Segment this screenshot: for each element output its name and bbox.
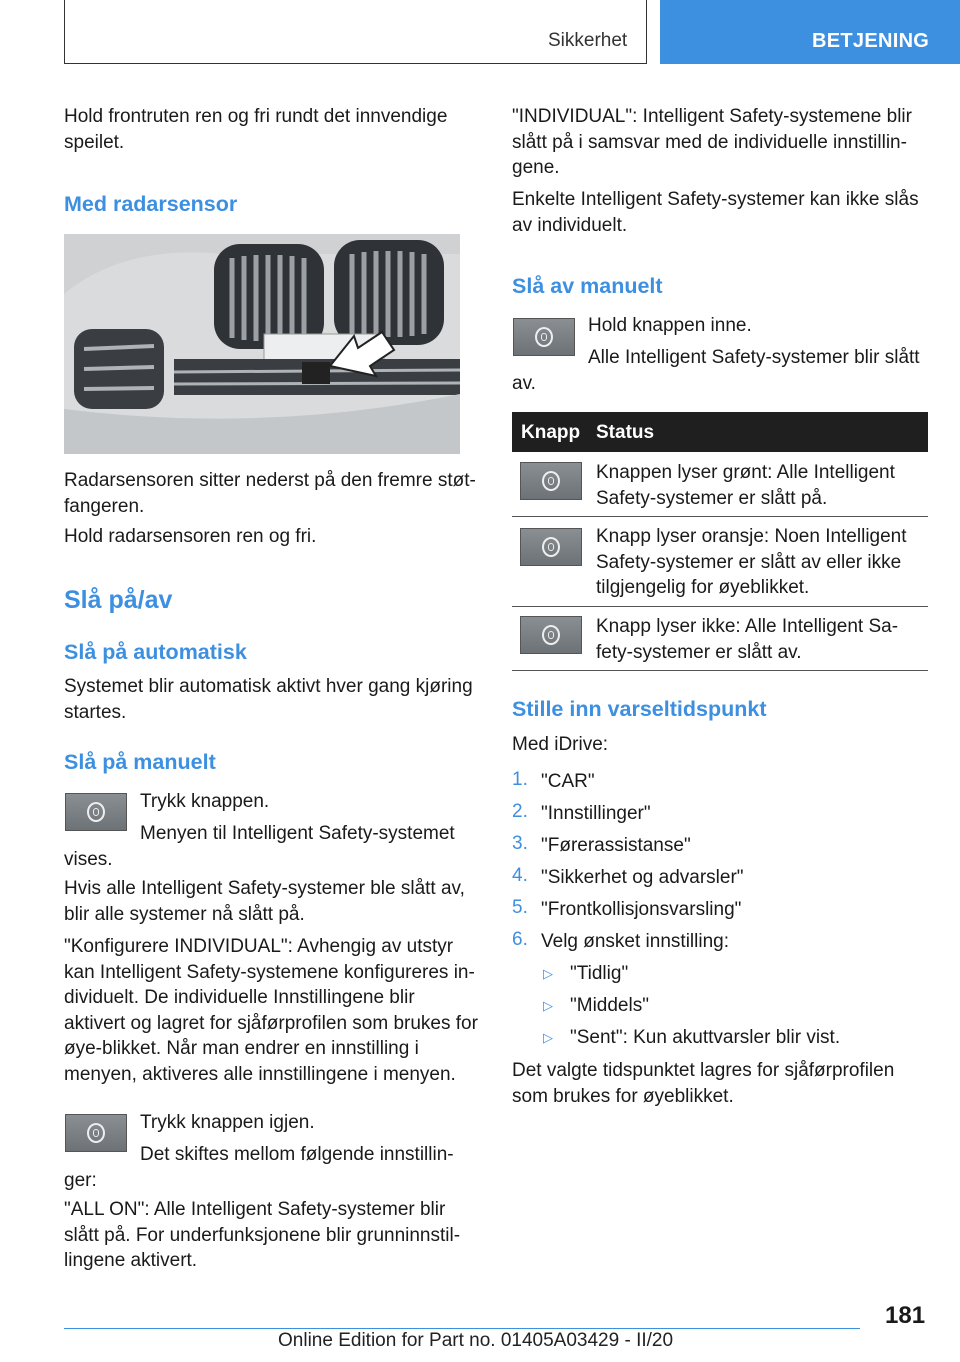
- safety-icon: [535, 327, 553, 347]
- step-number: 4.: [512, 865, 528, 886]
- step-text: Velg ønsket innstilling:: [541, 931, 729, 952]
- safety-icon: [542, 625, 560, 645]
- radar-sensor-illustration: [64, 234, 460, 454]
- col-knapp: Knapp: [521, 422, 581, 443]
- safety-icon: [542, 537, 560, 557]
- heading-on-off: Slå på/av: [64, 586, 173, 614]
- status-table-header: [512, 412, 928, 452]
- heading-off-manual: Slå av manuelt: [512, 274, 663, 298]
- auto-text: Systemet blir automatisk aktivt hver gang kjøring startes.: [64, 676, 473, 723]
- all-off-text: Alle Intelligent Safety-systemer blir slått av.: [512, 347, 920, 394]
- if-all-off-text: Hvis alle Intelligent Safety-systemer ble slått av, blir alle systemer nå slått på.: [64, 878, 465, 925]
- table-row: Knapp lyser oransje: Noen Intelligent Safety-systemer er slått av eller ikke tilgjengelig for øyeblikket.: [596, 526, 907, 598]
- safety-icon: [87, 802, 105, 822]
- step-text: "Innstillinger": [541, 803, 651, 824]
- section-title: Sikkerhet: [548, 30, 628, 51]
- heading-warning-time: Stille inn varseltidspunkt: [512, 697, 767, 721]
- step-number: 6.: [512, 929, 528, 950]
- heading-auto: Slå på automatisk: [64, 640, 247, 664]
- step-text: "CAR": [541, 771, 595, 792]
- step-text: "Frontkollisjonsvarsling": [541, 899, 742, 920]
- intro-paragraph: Hold frontruten ren og fri rundt det innvendige speilet.: [64, 106, 448, 153]
- table-row: Knapp lyser ikke: Alle Intelligent Sa-fety-systemer er slått av.: [596, 616, 899, 663]
- sub-option: "Sent": Kun akuttvarsler blir vist.: [570, 1027, 841, 1048]
- triangle-bullet-icon: ▷: [543, 998, 553, 1013]
- some-systems-text: Enkelte Intelligent Safety-systemer kan ikke slås av individuelt.: [512, 189, 919, 236]
- sub-option: "Middels": [570, 995, 649, 1016]
- config-text: "Konfigurere INDIVIDUAL": Avhengig av utstyr kan Intelligent Safety-systemene konfigureres in-dividuelt. De individuelle Innstillingene blir aktivert og lagret for sjåførprofilen som brukes for øye-blikket. Når man endrer en innstilling i menyen, aktiveres alle innstillingene i menyen.: [64, 936, 478, 1085]
- step-number: 3.: [512, 833, 528, 854]
- saved-text: Det valgte tidspunktet lagres for sjåførprofilen som brukes for øyeblikket.: [512, 1060, 895, 1107]
- safety-icon: [542, 471, 560, 491]
- col-status: Status: [596, 422, 655, 443]
- table-button-image: [520, 462, 582, 500]
- chapter-tab: BETJENING: [660, 0, 960, 64]
- table-button-image: [520, 528, 582, 566]
- heading-radar: Med radarsensor: [64, 192, 238, 216]
- step-number: 1.: [512, 769, 528, 790]
- row-divider: [512, 516, 928, 517]
- individual-text: "INDIVIDUAL": Intelligent Safety-systemene blir slått på i samsvar med de individuelle innstillin-gene.: [512, 106, 912, 178]
- radar-clean-text: Hold radarsensoren ren og fri.: [64, 526, 317, 547]
- step-number: 2.: [512, 801, 528, 822]
- page-number: 181: [885, 1302, 926, 1329]
- heading-manual: Slå på manuelt: [64, 750, 216, 774]
- menu-text: Menyen til Intelligent Safety-systemet vises.: [64, 823, 455, 870]
- row-divider: [512, 606, 928, 607]
- step-text: "Sikkerhet og advarsler": [541, 867, 744, 888]
- hold-text: Hold knappen inne.: [588, 315, 752, 336]
- sub-option: "Tidlig": [570, 963, 629, 984]
- footer-divider: [64, 1328, 860, 1329]
- press-text: Trykk knappen.: [140, 791, 270, 812]
- idrive-text: Med iDrive:: [512, 734, 609, 755]
- all-on-text: "ALL ON": Alle Intelligent Safety-systemer blir slått på. For underfunksjonene blir grunninnstil-lingene aktivert.: [64, 1199, 461, 1271]
- safety-icon: [87, 1123, 105, 1143]
- step-text: "Førerassistanse": [541, 835, 691, 856]
- triangle-bullet-icon: ▷: [543, 1030, 553, 1045]
- row-divider: [512, 670, 928, 671]
- step-number: 5.: [512, 897, 528, 918]
- triangle-bullet-icon: ▷: [543, 966, 553, 981]
- edition-footer: Online Edition for Part no. 01405A03429 - II/20: [278, 1330, 674, 1351]
- radar-location-text: Radarsensoren sitter nederst på den fremre støt-fangeren.: [64, 470, 476, 517]
- press-again-text: Trykk knappen igjen.: [140, 1112, 315, 1133]
- table-row: Knappen lyser grønt: Alle Intelligent Safety-systemer er slått på.: [596, 462, 895, 509]
- switch-text: Det skiftes mellom følgende innstillin-ger:: [64, 1144, 454, 1191]
- table-button-image: [520, 616, 582, 654]
